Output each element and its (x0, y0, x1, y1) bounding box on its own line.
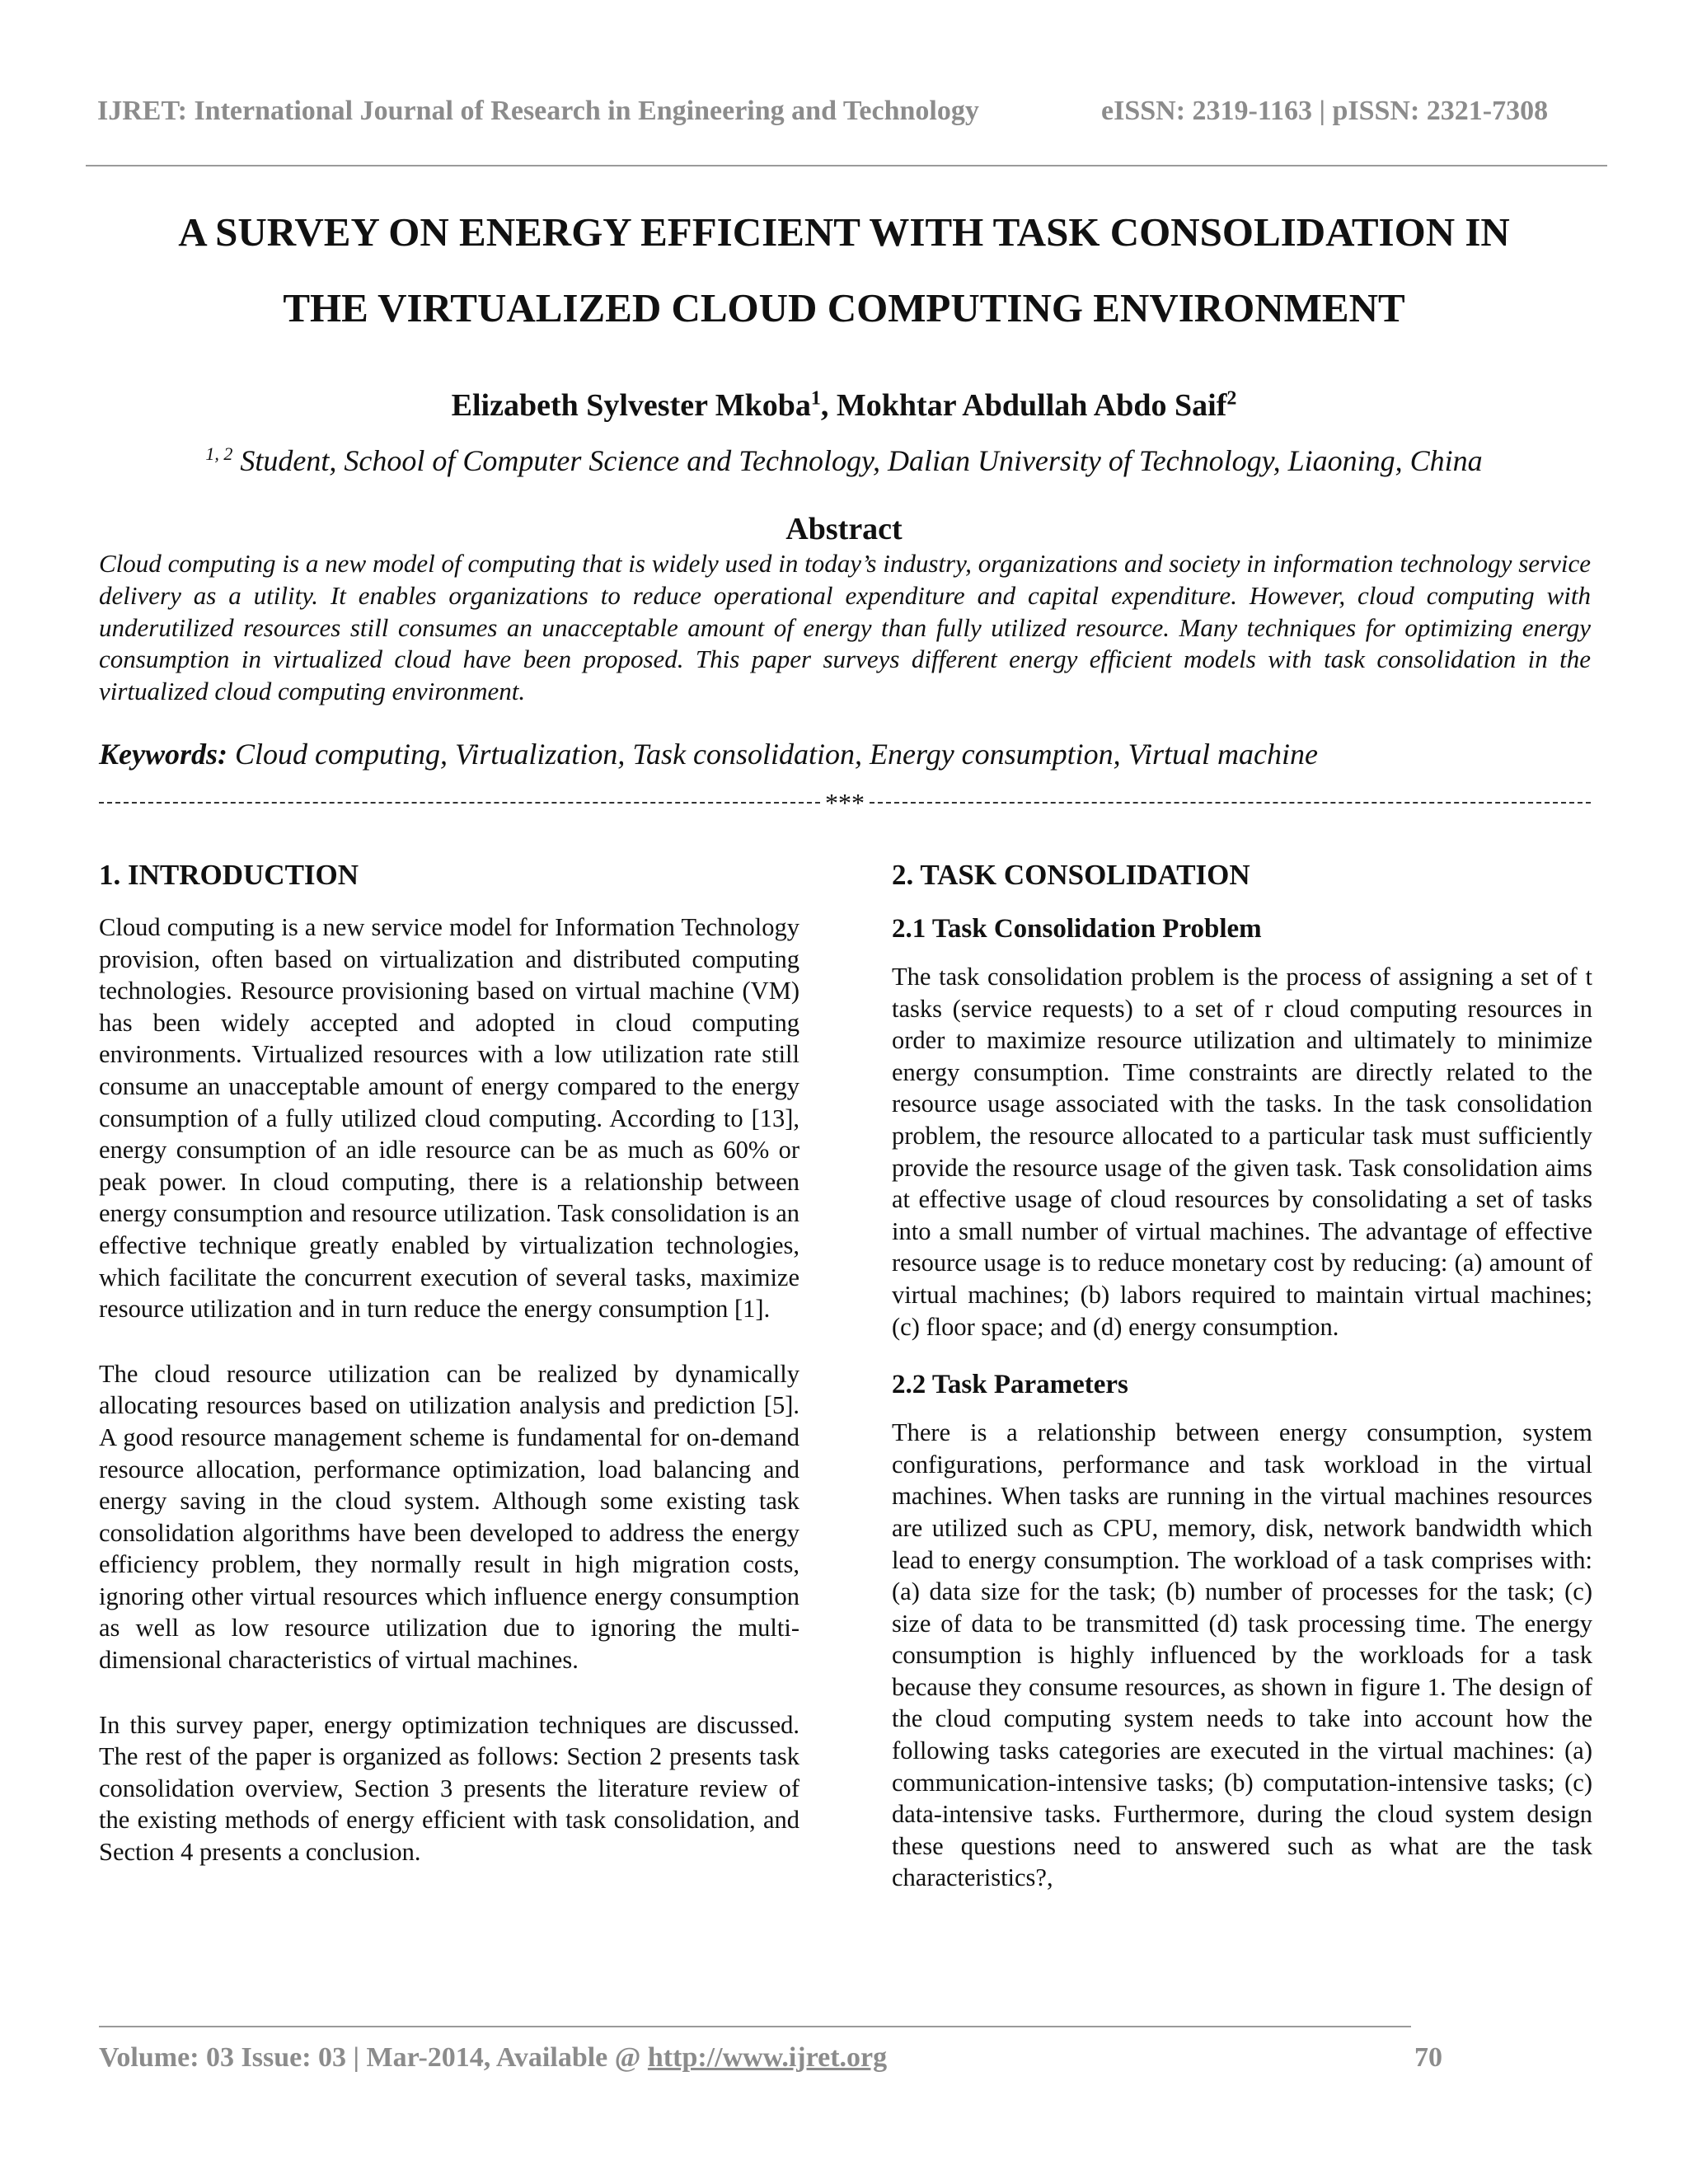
right-column (892, 857, 1592, 1894)
affiliation-mark: 1, 2 (205, 443, 233, 464)
footer-volume: Volume: 03 Issue: 03 | Mar-2014, Available @ (99, 2042, 648, 2073)
introduction-paragraph-1: Cloud computing is a new service model for Information Technology provision, often based on virtualization and distributed computing technologies. Resource provisioning based on virtual machine (VM) has been widely accepted and adopted in cloud computing environments. Virtualized resources with a low utilization rate still consume an unacceptable amount of energy compared to the energy consumption of a fully utilized cloud computing. According to [13], energy consumption of an idle resource can be as much as 60% or peak power. In cloud computing, there is a relationship between energy consumption and resource utilization. Task consolidation is an effective technique greatly enabled by virtualization technologies, which facilitate the concurrent execution of several tasks, maximize resource utilization and in turn reduce the energy consumption [1]. (99, 913, 799, 1324)
introduction-paragraph-2: The cloud resource utilization can be realized by dynamically allocating resources based on utilization analysis and prediction [5]. A good resource management scheme is fundamental for on-demand resource allocation, performance optimization, load balancing and energy saving in the cloud system. Although some existing task consolidation algorithms have been developed to address the energy efficiency problem, they normally result in high migration costs, ignoring other virtual resources which influence energy consumption as well as low resource utilization due to ignoring the multi-dimensional characteristics of virtual machines. (99, 1359, 799, 1675)
affiliation-text: Student, School of Computer Science and Technology, Dalian University of Technology, Liaoning, China (232, 444, 1483, 477)
abstract-text: Cloud computing is a new model of computing that is widely used in today’s industry, organizations and society in information technology service delivery as a utility. It enables organizations to reduce operational expenditure and capital expenditure. However, cloud computing with underutilized resources still consumes an unacceptable amount of energy than fully utilized resource. Many techniques for optimizing energy consumption in virtualized cloud have been proposed. This paper surveys different energy efficient models with task consolidation in the virtualized cloud computing environment. (99, 549, 1591, 706)
author-1-affil-mark: 1 (810, 387, 821, 410)
journal-link[interactable]: http://www.ijret.org (647, 2042, 888, 2073)
paper-title (49, 194, 1639, 346)
affiliation (0, 443, 1688, 478)
separator-dash-right (870, 802, 1591, 804)
page-number: 70 (1414, 2042, 1442, 2073)
journal-name: IJRET: International Journal of Research in Engineering and Technology (97, 96, 979, 126)
task-parameters-text: There is a relationship between energy consumption, system configurations, performance and task workload in the virtual machines. When tasks are running in the virtual machines resources are utilized such as CPU, memory, disk, network bandwidth which lead to energy consumption. The workload of a task comprises with: (a) data size for the task; (b) number of processes for the task; (c) size of data to be transmitted (d) task processing time. The energy consumption is highly influenced by the workloads for a task because they consume resources, as shown in figure 1. The design of the cloud computing system needs to take into account how the following tasks categories are executed in the virtual machines: (a) communication-intensive tasks; (b) computation-intensive tasks; (c) data-intensive tasks. Furthermore, during the cloud system design these questions need to answered such as what are the task characteristics?, (892, 1418, 1592, 1892)
running-header (97, 96, 1591, 127)
page-footer (99, 2042, 1451, 2074)
introduction-paragraph-3: In this survey paper, energy optimization techniques are discussed. The rest of the paper is organized as follows: Section 2 presents task consolidation overview, Section 3 presents the literature review of the existing methods of energy efficient with task consolidation, and Section 4 presents a conclusion. (99, 1710, 799, 1867)
separator-dash-left (99, 802, 820, 804)
issn-info: eISSN: 2319-1163 | pISSN: 2321-7308 (1101, 96, 1549, 126)
title-line-2: THE VIRTUALIZED CLOUD COMPUTING ENVIRONMENT (283, 285, 1405, 330)
title-line-1: A SURVEY ON ENERGY EFFICIENT WITH TASK CONSOLIDATION IN (178, 209, 1510, 255)
keywords-label: Keywords: (99, 738, 227, 771)
author-2: Mokhtar Abdullah Abdo Saif (836, 388, 1227, 423)
task-consolidation-problem-text: The task consolidation problem is the process of assigning a set of t tasks (service requests) to a set of r cloud computing resources in order to maximize resource utilization and ultimately to minimize energy consumption. Time constraints are directly related to the resource usage associated with the tasks. In the task consolidation problem, the resource allocated to a particular task must sufficiently provide the resource usage of the given task. Task consolidation aims at effective usage of cloud resources by consolidating a set of tasks into a small number of virtual machines. The advantage of effective resource usage is to reduce monetary cost by reducing: (a) amount of virtual machines; (b) labors required to maintain virtual machines; (c) floor space; and (d) energy consumption. (892, 963, 1592, 1341)
task-consolidation-problem-heading: 2.1 Task Consolidation Problem (892, 914, 1262, 944)
header-rule (86, 165, 1607, 166)
keywords-text: Cloud computing, Virtualization, Task consolidation, Energy consumption, Virtual machine (227, 738, 1318, 771)
author-separator: , (820, 388, 837, 423)
separator-stars: *** (825, 787, 865, 818)
section-separator (99, 786, 1591, 819)
introduction-heading: 1. INTRODUCTION (99, 859, 359, 891)
left-column (99, 857, 799, 1868)
author-list (0, 387, 1688, 424)
author-2-affil-mark: 2 (1226, 387, 1237, 410)
footer-rule (99, 2026, 1411, 2027)
keywords (99, 737, 1591, 771)
task-consolidation-heading: 2. TASK CONSOLIDATION (892, 859, 1250, 891)
author-1: Elizabeth Sylvester Mkoba (451, 388, 811, 423)
task-parameters-heading: 2.2 Task Parameters (892, 1370, 1128, 1400)
abstract-heading: Abstract (785, 512, 903, 546)
